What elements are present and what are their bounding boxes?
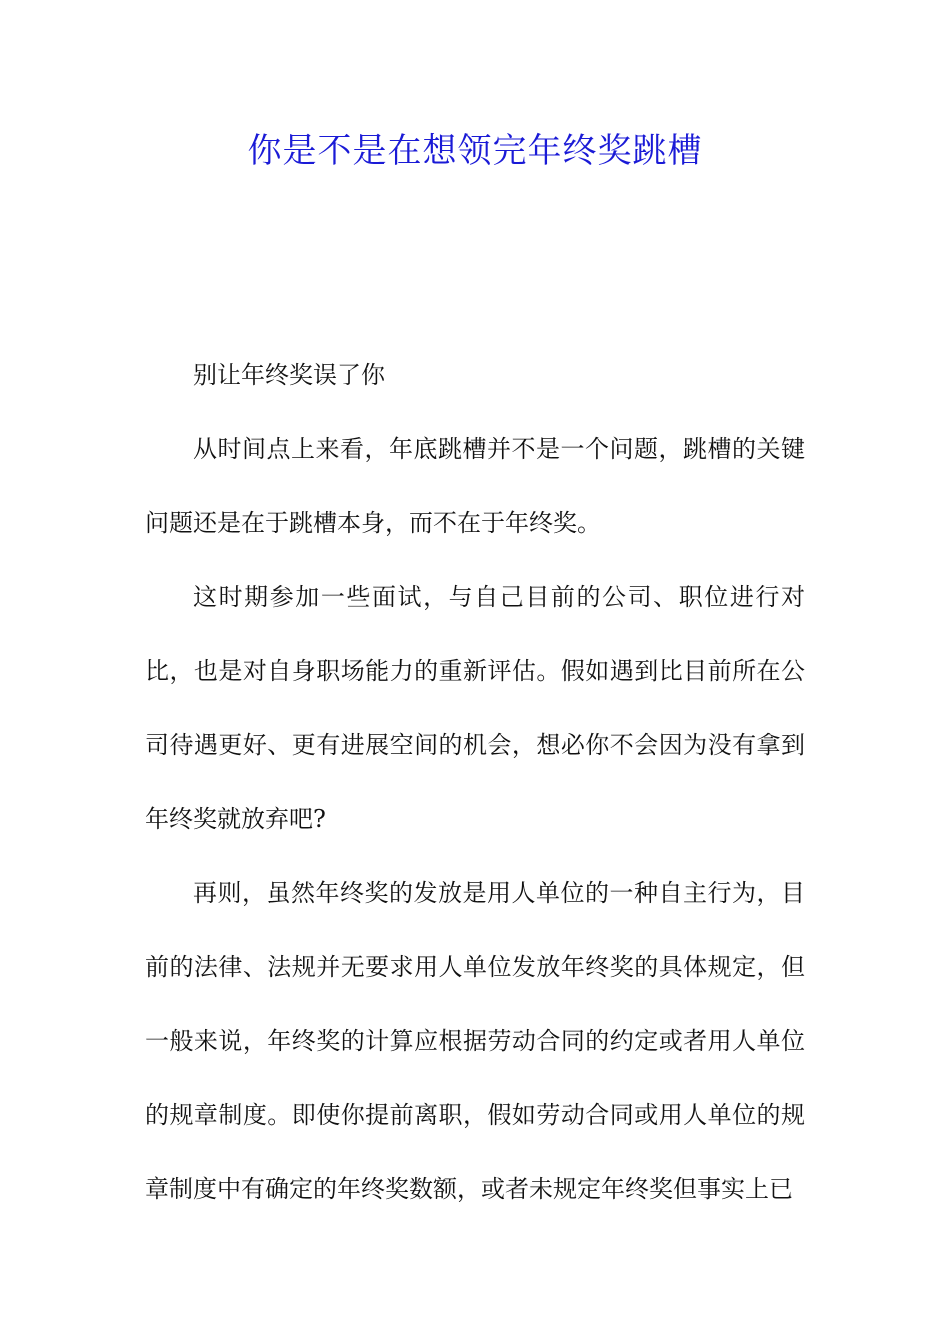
paragraph: 再则，虽然年终奖的发放是用人单位的一种自主行为，目前的法律、法规并无要求用人单位发放年终奖的具体规定，但一般来说，年终奖的计算应根据劳动合同的约定或者用人单位的规章制度。即使你提前离职，假如劳动合同或用人单位的规章制度中有确定的年终奖数额，或者未规定年终奖但事实上已	[145, 879, 805, 1203]
paragraph: 这时期参加一些面试，与自己目前的公司、职位进行对比，也是对自身职场能力的重新评估。假如遇到比目前所在公司待遇更好、更有进展空间的机会，想必你不会因为没有拿到年终奖就放弃吧?	[145, 583, 805, 833]
paragraph-subheading: 别让年终奖误了你	[193, 361, 385, 389]
document-title: 你是不是在想领完年终奖跳槽	[247, 131, 703, 171]
paragraph: 从时间点上来看，年底跳槽并不是一个问题，跳槽的关键问题还是在于跳槽本身，而不在于年终奖。	[145, 435, 805, 537]
document-body	[145, 338, 805, 1226]
